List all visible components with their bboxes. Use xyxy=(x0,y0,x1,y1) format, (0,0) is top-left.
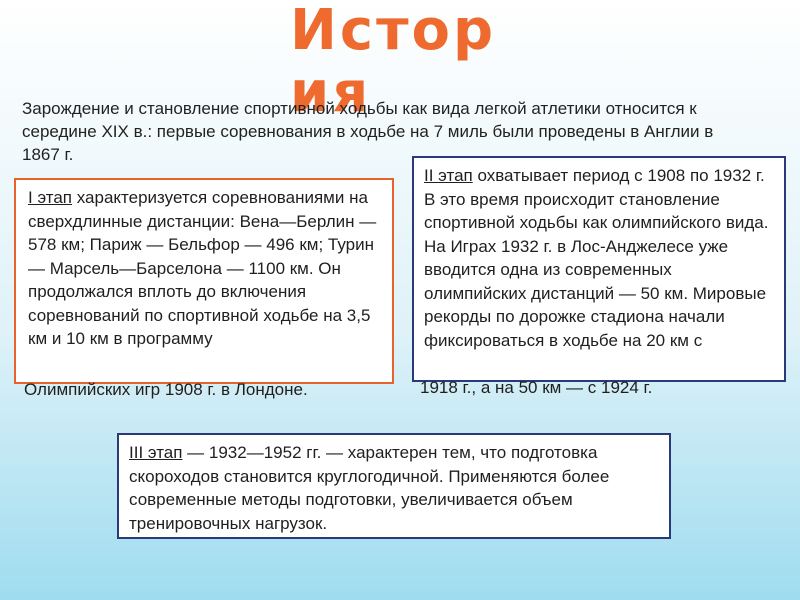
stage-1-overflow-text: Олимпийских игр 1908 г. в Лондоне. xyxy=(24,380,308,399)
intro-paragraph: Зарождение и становление спортивной ходьбы как вида легкой атлетики относится к середине XIX в.: первые соревнования в ходьбе на 7 миль были проведены в Англии в 1867 г. xyxy=(22,99,714,164)
stage-1-label: I этап xyxy=(28,188,73,207)
stage-1-text: характеризуется соревнованиями на сверхдлинные дистанции: Вена—Берлин — 578 км; Париж — Бельфор — 496 км; Турин — Марсель—Барселона — 1100 км. Он продолжался вплоть до включения соревнований по спортивной ходьбе на 3,5 км и 10 км в программу xyxy=(28,188,377,348)
stage-2-overflow-text: 1918 г., а на 50 км — с 1924 г. xyxy=(420,378,653,397)
stage-2-label: II этап xyxy=(424,166,473,185)
stage-3-text: — 1932—1952 гг. — характерен тем, что подготовка скороходов становится круглогодичной. Применяются более современные методы подготовки, увеличивается объем тренировочных нагрузок. xyxy=(129,443,610,533)
stage-2-text: охватывает период с 1908 по 1932 г. В это время происходит становление спортивной ходьбы как олимпийского вида. На Играх 1932 г. в Лос-Анджелесе уже вводится одна из современных олимпийских дистанций — 50 км. Мировые рекорды по дорожке стадиона начали фиксироваться в ходьбе на 20 км с xyxy=(424,166,769,350)
slide-title: История xyxy=(290,0,497,125)
stage-3-box xyxy=(117,433,671,539)
stage-2-box xyxy=(412,156,786,382)
stage-3-label: III этап xyxy=(129,443,183,462)
stage-1-box xyxy=(14,178,394,384)
